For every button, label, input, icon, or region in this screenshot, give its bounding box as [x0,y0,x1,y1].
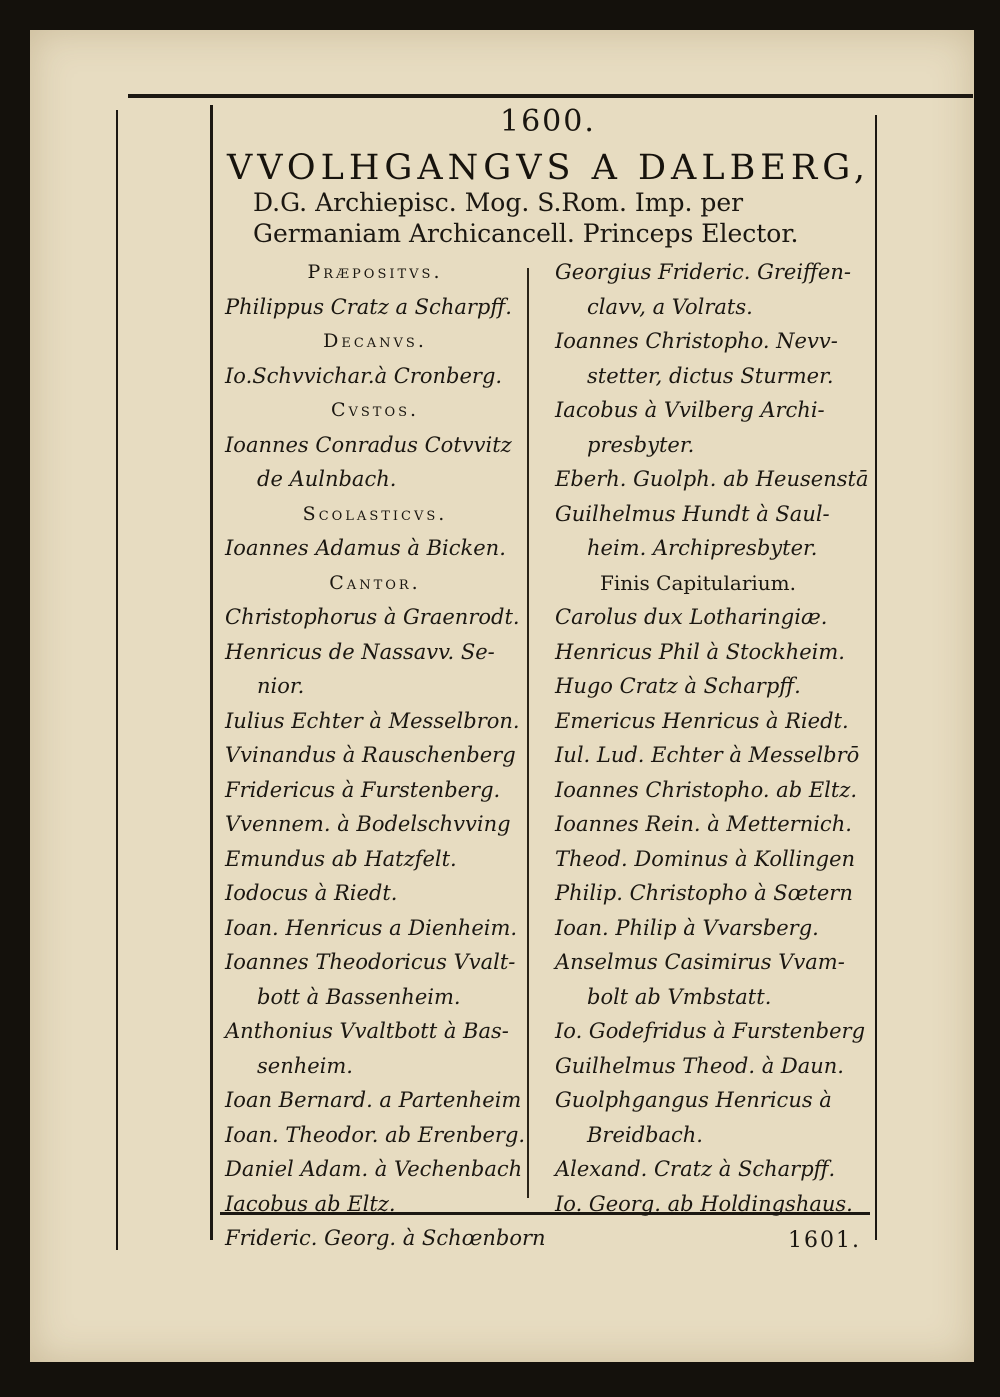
member-name: Henricus de Nassavv. Se- [225,639,495,664]
right-rule [875,115,877,1240]
member-name: Ioan. Henricus a Dienheim. [225,915,518,940]
outer-left-rule [116,110,118,1250]
member-name: Iacobus ab Eltz. [225,1191,396,1216]
member-name: Ioan. Theodor. ab Erenberg. [225,1122,526,1147]
member-name: Daniel Adam. à Vechenbach [225,1157,523,1181]
member-name: Ioannes Theodoricus Vvalt- [225,950,516,974]
member-name: Philippus Cratz a Scharpff. [225,294,512,319]
office-heading: Decanvs. [323,330,427,352]
section-end-note: Finis Capitularium. [600,570,796,595]
member-name: Ioan. Philip à Vvarsberg. [555,915,819,940]
top-rule [128,94,973,98]
page-title: VVOLHGANGVS A DALBERG, [227,148,871,188]
left-column [225,255,546,1256]
name-continuation: senheim. [257,1053,353,1078]
name-continuation: stetter, dictus Sturmer. [587,363,834,388]
member-name: Iulius Echter à Messelbron. [225,708,520,733]
member-name: Alexand. Cratz à Scharpff. [555,1157,836,1181]
office-heading: Cantor. [329,571,421,594]
member-name: Emundus ab Hatzfelt. [225,846,457,871]
member-name: Vvinandus à Rauschenberg [225,743,516,767]
page-number: 1600. [500,104,596,139]
office-heading: Cvstos. [330,399,420,421]
member-name: Ioannes Christopho. ab Eltz. [555,777,858,802]
member-name: Carolus dux Lotharingiæ. [555,605,828,629]
member-name: Iul. Lud. Echter à Messelbrō [555,743,860,767]
name-continuation: heim. Archipresbyter. [587,536,818,560]
right-column [555,255,875,1221]
member-name: Io.Schvvichar.à Cronberg. [225,363,503,388]
name-continuation: bott à Bassenheim. [257,984,461,1009]
name-continuation: bolt ab Vmbstatt. [587,984,772,1009]
inner-left-rule [210,105,213,1240]
member-name: Ioannes Conradus Cotvvitz [225,432,512,457]
member-name: Fridericus à Furstenberg. [225,777,501,802]
column-divider [527,268,529,1198]
member-name: Anthonius Vvaltbott à Bas- [225,1019,509,1043]
member-name: Frideric. Georg. à Schœnborn [225,1226,546,1250]
book-page [30,30,974,1362]
name-continuation: nior. [257,674,305,698]
member-name: Emericus Henricus à Riedt. [555,708,849,733]
member-name: Iacobus à Vvilberg Archi- [555,398,825,422]
member-name: Io. Godefridus à Furstenberg [555,1019,866,1043]
name-continuation: clavv, a Volrats. [587,294,753,319]
member-name: Anselmus Casimirus Vvam- [555,950,845,974]
member-name: Vvennem. à Bodelschvving [225,812,511,836]
member-name: Guilhelmus Hundt à Saul- [555,501,830,526]
office-heading: Præpositvs. [307,261,443,283]
member-name: Eberh. Guolph. ab Heusenstā [555,467,869,491]
catchword: 1601. [788,1228,861,1253]
page-subtitle: D.G. Archiepisc. Mog. S.Rom. Imp. per Germaniam Archicancell. Princeps Elector. [253,188,799,248]
name-continuation: presbyter. [587,432,695,457]
member-name: Theod. Dominus à Kollingen [555,846,856,871]
member-name: Georgius Frideric. Greiffen- [555,260,851,284]
member-name: Ioannes Adamus à Bicken. [225,536,506,560]
member-name: Guolphgangus Henricus à [555,1088,832,1112]
name-continuation: Breidbach. [587,1122,703,1147]
member-name: Io. Georg. ab Holdingshaus. [555,1191,853,1216]
member-name: Christophorus à Graenrodt. [225,605,520,629]
office-heading: Scolasticvs. [302,502,448,525]
member-name: Ioannes Christopho. Nevv- [555,329,838,353]
member-name: Philip. Christopho à Sœtern [555,881,853,905]
name-continuation: de Aulnbach. [257,467,397,491]
member-name: Henricus Phil à Stockheim. [555,639,845,664]
member-name: Guilhelmus Theod. à Daun. [555,1053,844,1078]
member-name: Hugo Cratz à Scharpff. [555,674,801,698]
member-name: Iodocus à Riedt. [225,881,398,905]
member-name: Ioan Bernard. a Partenheim [225,1088,522,1112]
member-name: Ioannes Rein. à Metternich. [555,812,852,836]
